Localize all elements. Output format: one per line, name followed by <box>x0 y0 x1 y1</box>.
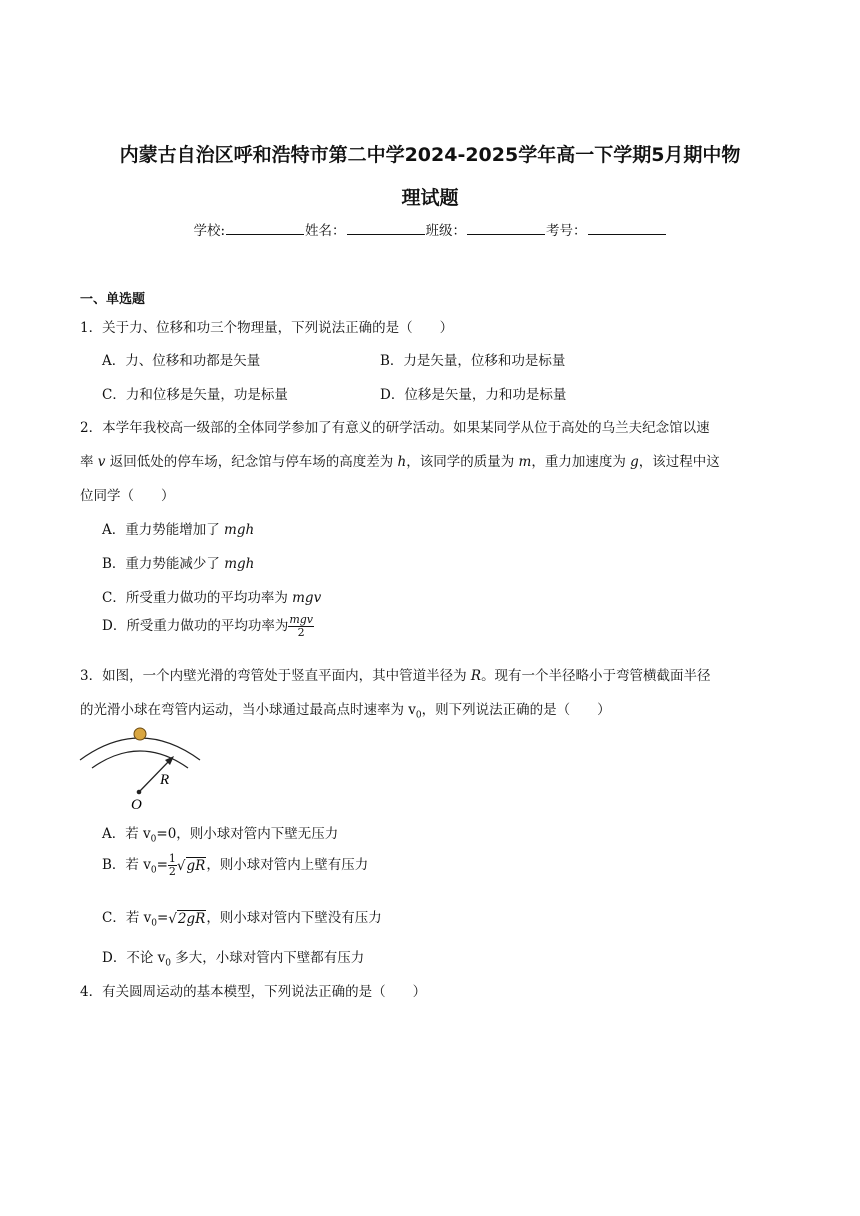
question-3-line1: 3．如图，一个内壁光滑的弯管处于竖直平面内，其中管道半径为 R。现有一个半径略小于弯管横截面半径 <box>80 668 711 684</box>
question-4-stem: 4．有关圆周运动的基本模型，下列说法正确的是（ ） <box>80 984 427 1000</box>
school-label: 学校: <box>193 223 226 239</box>
sqrt-gR: √gR <box>176 857 206 874</box>
id-label: 考号： <box>546 223 587 239</box>
radius-label: R <box>160 772 170 788</box>
bent-tube-figure <box>76 722 206 814</box>
fraction-mgv-over-2: $\frac{\text{mgv}}{2}$ <box>289 613 314 639</box>
question-2-line3: 位同学（ ） <box>80 488 175 504</box>
section-heading: 一、单选题 <box>80 292 146 307</box>
q3-option-d: D．不论 $v_0$ 多大，小球对管内下壁都有压力 <box>102 950 365 969</box>
name-label: 姓名： <box>305 223 346 239</box>
q2-option-d: D．所受重力做功的平均功率为 $\frac{\text{mgv}}{2}$ <box>102 613 314 639</box>
question-2-line1: 2．本学年我校高一级部的全体同学参加了有意义的研学活动。如果某同学从位于高处的乌兰夫纪念馆以速 <box>80 420 710 436</box>
q1-option-b: B．力是矢量，位移和功是标量 <box>380 353 566 369</box>
tube-inner-wall <box>92 751 188 768</box>
q2-option-a: A．重力势能增加了 mgh <box>102 522 255 538</box>
q2-option-c: C．所受重力做功的平均功率为 mgv <box>102 590 322 606</box>
class-label: 班级： <box>425 223 467 239</box>
q3-option-c: C．若 $v_0=√2gR$，则小球对管内下壁没有压力 <box>102 910 382 929</box>
id-blank <box>588 220 666 235</box>
sqrt-2gR: √2gR <box>168 910 206 927</box>
q1-option-d: D．位移是矢量，力和功是标量 <box>380 387 567 403</box>
center-label: O <box>131 797 142 813</box>
center-point <box>137 790 142 795</box>
document-title-line1: 内蒙古自治区呼和浩特市第二中学2024-2025学年高一下学期5月期中物 <box>119 144 741 166</box>
question-1-stem: 1．关于力、位移和功三个物理量，下列说法正确的是（ ） <box>80 320 454 336</box>
q1-option-c: C．力和位移是矢量，功是标量 <box>102 387 288 403</box>
ball-icon <box>134 728 146 740</box>
fraction-one-half: $\frac{1}{2}$ <box>168 852 176 878</box>
school-blank <box>226 220 304 235</box>
name-blank <box>347 220 425 235</box>
q3-option-a: A．若 $v_0=0$，则小球对管内下壁无压力 <box>102 826 339 845</box>
document-title-line2: 理试题 <box>401 187 459 209</box>
question-3-line2: 的光滑小球在弯管内运动，当小球通过最高点时速率为 $v_0$，则下列说法正确的是（ ） <box>80 702 611 721</box>
class-blank <box>467 220 545 235</box>
tube-outer-wall <box>80 738 200 760</box>
q3-option-b: B．若 $v_0=$ $\frac{1}{2}$ √gR，则小球对管内上壁有压力 <box>102 852 369 878</box>
student-info-row <box>0 219 860 239</box>
q2-option-b: B．重力势能减少了 mgh <box>102 556 255 572</box>
q1-option-a: A．力、位移和功都是矢量 <box>102 353 261 369</box>
question-2-line2: 率 v 返回低处的停车场，纪念馆与停车场的高度差为 h，该同学的质量为 m，重力加速度为 g，该过程中这 <box>80 454 720 470</box>
